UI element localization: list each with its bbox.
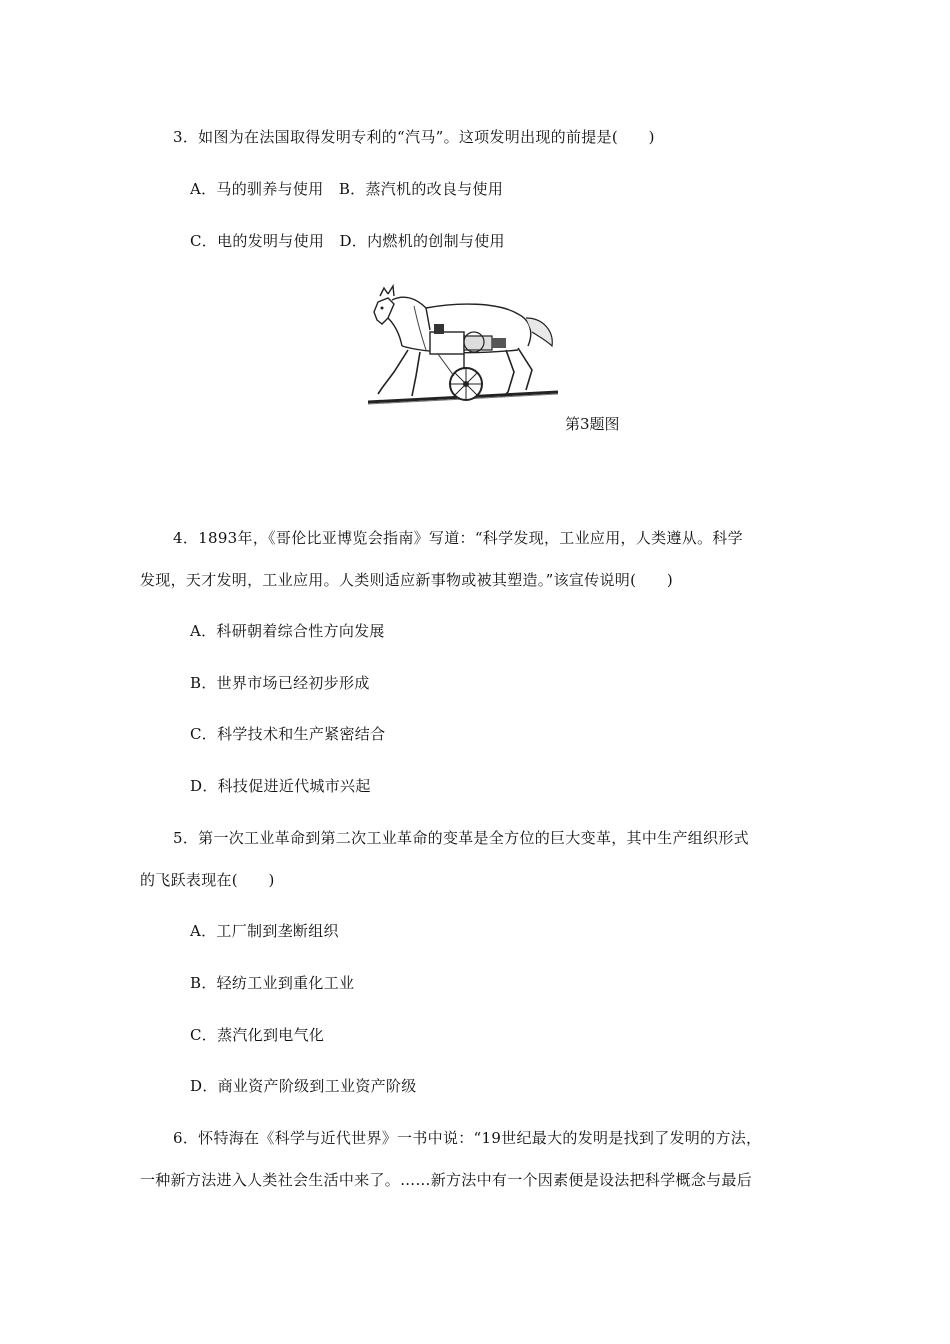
question-4-option-c: C．科学技术和生产紧密结合: [190, 725, 386, 743]
question-5-option-c: C．蒸汽化到电气化: [190, 1026, 325, 1044]
question-4-option-d: D．科技促进近代城市兴起: [190, 777, 371, 795]
question-3-options-row-2: C．电的发明与使用 D．内燃机的创制与使用: [190, 232, 505, 250]
question-4-option-a: A．科研朝着综合性方向发展: [190, 622, 385, 640]
question-6-stem-line-1: 6．怀特海在《科学与近代世界》一书中说：“19世纪最大的发明是找到了发明的方法，: [173, 1129, 762, 1147]
question-4-stem-line-2: 发现，天才发明，工业应用。人类则适应新事物或被其塑造。”该宣传说明( ): [140, 571, 673, 589]
question-4-stem-line-1: 4．1893年，《哥伦比亚博览会指南》写道：“科学发现，工业应用，人类遵从。科学: [173, 529, 743, 547]
question-5-stem-line-2: 的飞跃表现在( ): [140, 871, 275, 889]
question-5-stem-line-1: 5．第一次工业革命到第二次工业革命的变革是全方位的巨大变革，其中生产组织形式: [173, 829, 749, 847]
question-5-option-a: A．工厂制到垄断组织: [190, 922, 339, 940]
steam-horse-figure: [368, 280, 558, 405]
question-3-stem: 3．如图为在法国取得发明专利的“汽马”。这项发明出现的前提是( ): [173, 128, 655, 146]
question-6-stem-line-2: 一种新方法进入人类社会生活中来了。……新方法中有一个因素便是设法把科学概念与最后: [140, 1171, 753, 1189]
question-5-option-d: D．商业资产阶级到工业资产阶级: [190, 1077, 417, 1095]
question-4-option-b: B．世界市场已经初步形成: [190, 674, 370, 692]
question-3-options-row-1: A．马的驯养与使用 B．蒸汽机的改良与使用: [190, 180, 504, 198]
figure-caption: 第3题图: [565, 415, 620, 433]
question-5-option-b: B．轻纺工业到重化工业: [190, 974, 355, 992]
